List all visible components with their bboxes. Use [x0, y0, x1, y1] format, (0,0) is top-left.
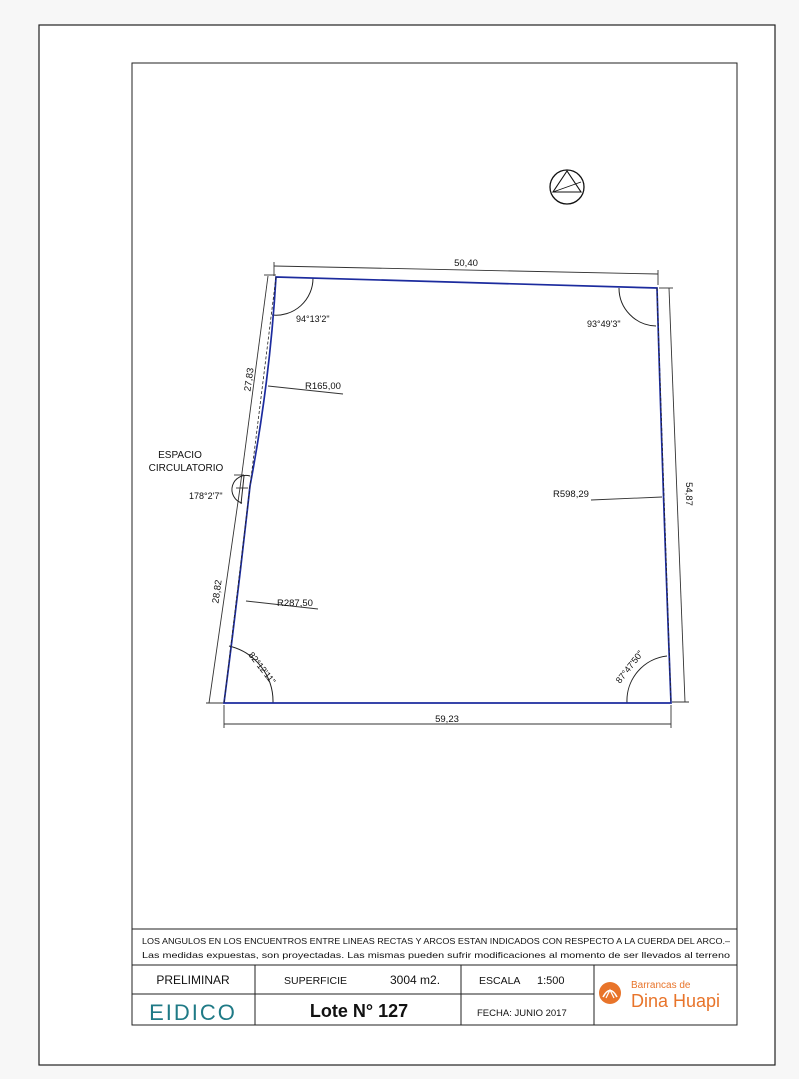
escala-label: ESCALA [479, 975, 521, 987]
note-line-2: Las medidas expuestas, son proyectadas. Las mismas pueden sufrir modificaciones al momento de ser llevados al terreno [142, 950, 731, 960]
dim-left-upper: 27,83 [242, 367, 257, 393]
radius-right: R598,29 [553, 489, 589, 500]
dim-bottom: 59,23 [435, 714, 459, 725]
espacio-label-line1: ESPACIO [158, 450, 202, 461]
lote-title: Lote N° 127 [309, 1001, 409, 1021]
radius-left-lower: R287,50 [277, 598, 313, 609]
angle-top-left: 94°13'2" [296, 314, 330, 324]
status-label: PRELIMINAR [156, 973, 230, 987]
brand-line2: Dina Huapi [631, 991, 721, 1011]
dim-left-lower: 28,82 [210, 579, 225, 605]
brand-line1: Barrancas de [631, 980, 691, 991]
eidico-logo: EIDICO [149, 1000, 237, 1025]
angle-bottom-left: 82°12'11" [246, 650, 278, 687]
fecha-label: FECHA: JUNIO 2017 [477, 1008, 567, 1019]
radius-left-upper: R165,00 [305, 381, 341, 392]
barrancas-logo-icon [599, 982, 621, 1004]
angle-left-mid: 178°2'7" [189, 491, 223, 501]
superficie-value: 3004 m2. [390, 973, 441, 987]
note-line-1: LOS ANGULOS EN LOS ENCUENTROS ENTRE LINEAS RECTAS Y ARCOS ESTAN INDICADOS CON RESPECTO A LA CUERDA DEL ARCO.– [142, 936, 731, 946]
dim-top: 50,40 [454, 258, 478, 269]
superficie-label: SUPERFICIE [284, 975, 348, 987]
dim-right: 54,87 [683, 482, 694, 506]
angle-top-right: 93°49'3" [587, 319, 621, 329]
escala-value: 1:500 [537, 975, 565, 987]
angle-bottom-right: 87°47'50" [613, 648, 646, 686]
espacio-label-line2: CIRCULATORIO [148, 463, 224, 474]
